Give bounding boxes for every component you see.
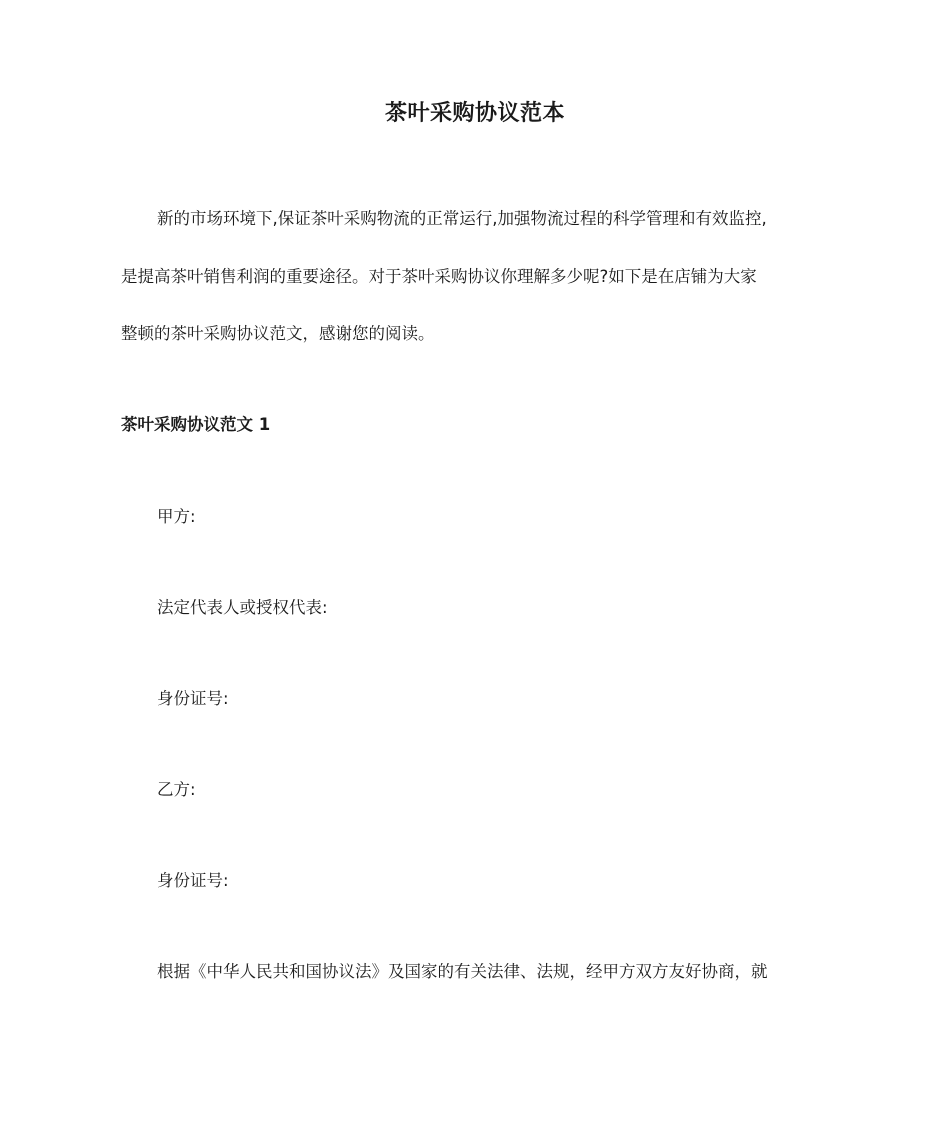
intro-line-2: 是提高茶叶销售利润的重要途径。对于茶叶采购协议你理解多少呢?如下是在店铺为大家 bbox=[121, 267, 757, 286]
field-party-b: 乙方: bbox=[157, 780, 196, 799]
document-title: 茶叶采购协议范本 bbox=[384, 101, 565, 126]
field-id-number-b: 身份证号: bbox=[157, 871, 229, 890]
intro-line-3: 整顿的茶叶采购协议范文，感谢您的阅读。 bbox=[121, 324, 435, 343]
field-legal-representative: 法定代表人或授权代表: bbox=[157, 598, 328, 617]
intro-line-1: 新的市场环境下,保证茶叶采购物流的正常运行,加强物流过程的科学管理和有效监控, bbox=[157, 209, 767, 228]
section-heading: 茶叶采购协议范文 1 bbox=[121, 415, 271, 434]
field-party-a: 甲方: bbox=[157, 507, 196, 526]
field-id-number-a: 身份证号: bbox=[157, 689, 229, 708]
body-paragraph-line: 根据《中华人民共和国协议法》及国家的有关法律、法规，经甲方双方友好协商，就 bbox=[157, 962, 768, 981]
